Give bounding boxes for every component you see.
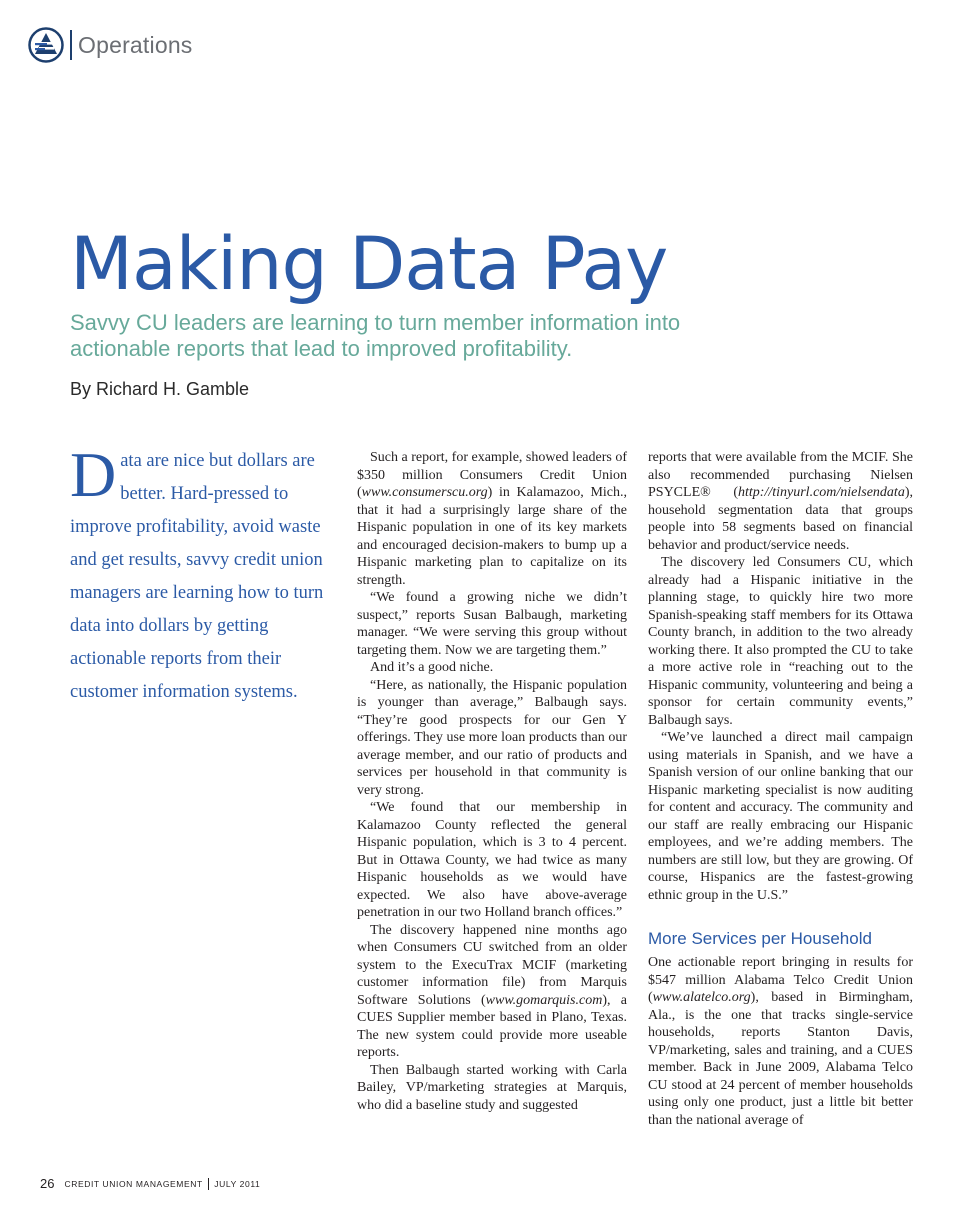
paragraph: And it’s a good niche.	[370, 660, 494, 675]
article-subtitle: Savvy CU leaders are learning to turn member information into actionable reports that lead to improved profitability.	[70, 310, 681, 361]
paragraph: Then Balbaugh started working with Carla Bailey, VP/marketing strategies at Marquis, who did a baseline study and suggested	[357, 1062, 627, 1113]
section-name: Operations	[78, 31, 193, 58]
lede-paragraph	[70, 439, 325, 709]
header-divider	[70, 30, 72, 60]
footer-divider	[208, 1178, 210, 1190]
drop-cap: D	[70, 439, 117, 510]
paragraph: “Here, as nationally, the Hispanic population is younger than average,” Balbaugh says. “They’re good prospects for our Gen Y offerings. They use more loan products than our average member, and our ratio of products and services per household in that community is very strong.	[357, 677, 627, 798]
paragraph: “We found a growing niche we didn’t suspect,” reports Susan Balbaugh, marketing manager. “We were serving this group without targeting them. Now we are targeting them.”	[357, 590, 627, 658]
section-subhead: More Services per Household	[648, 929, 872, 948]
body-column-1	[357, 449, 627, 1114]
paragraph: One actionable report bringing in results for $547 million Alabama Telco Credit Union (www.alatelco.org), based in Birmingham, Ala., is the one that tracks single-service households, reports Stanton Davis, VP/marketing, sales and training, and a CUES member. Back in June 2009, Alabama Telco CU stood at 24 percent of member households using only one product, just a little bit better than the national average of	[648, 955, 913, 1128]
inline-link[interactable]: www.gomarquis.com	[485, 992, 603, 1008]
issue-date: JULY 2011	[214, 1178, 261, 1189]
paragraph: “We’ve launched a direct mail campaign using materials in Spanish, and we have a Spanish version of our online banking that our Hispanic marketing specialist is now auditing for content and accuracy. The community and our staff are really embracing our Hispanic employees, and we’re adding members. The numbers are still low, but they are growing. Of course, Hispanics are the fastest-growing ethnic group in the U.S.”	[648, 730, 913, 903]
page-number: 26	[40, 1176, 55, 1191]
inline-link[interactable]: http://tinyurl.com/nielsendata	[738, 485, 905, 500]
paragraph: Such a report, for example, showed leaders of $350 million Consumers Credit Union (www.consumerscu.org) in Kalamazoo, Mich., that it had a surprisingly large share of the Hispanic population in one of its key markets and encouraged decision-makers to bump up a Hispanic marketing plan to capitalize on its strength.	[357, 450, 627, 588]
page-footer	[40, 1176, 260, 1191]
article-title: Making Data Pay	[70, 222, 668, 307]
body-column-2	[648, 449, 913, 1129]
inline-link[interactable]: www.consumerscu.org	[361, 485, 488, 500]
inline-link[interactable]: www.alatelco.org	[652, 990, 751, 1005]
lede-text: ata are nice but dollars are better. Hard-pressed to improve profitability, avoid waste and get results, savvy credit union managers are learning how to turn data into dollars by getting actionable reports from their customer information systems.	[70, 451, 324, 702]
paragraph: The discovery led Consumers CU, which already had a Hispanic initiative in the planning stage, to quickly hire two more Spanish-speaking staff members for its Ottawa County branch, in addition to the two already working there. It also prompted the CU to take a more active role in “reaching out to the Hispanic community, volunteering and being a sponsor for certain community events,” Balbaugh says.	[648, 555, 913, 728]
cues-logo-icon	[28, 27, 64, 63]
paragraph: reports that were available from the MCIF. She also recommended purchasing Nielsen PSYCLE® (http://tinyurl.com/nielsendata), household segmentation data that groups people into 58 segments based on financial behavior and product/service needs.	[648, 450, 913, 553]
article-byline: By Richard H. Gamble	[70, 379, 250, 399]
publication-name: CREDIT UNION MANAGEMENT	[64, 1178, 203, 1189]
page-header	[28, 27, 193, 63]
paragraph: The discovery happened nine months ago when Consumers CU switched from an older system to the ExecuTrax MCIF (marketing customer information file) from Marquis Software Solutions (www.gomarquis.com), a CUES Supplier member based in Plano, Texas. The new system could provide more useable reports.	[357, 922, 627, 1060]
paragraph: “We found that our membership in Kalamazoo County reflected the general Hispanic population, which is 3 to 4 percent. But in Ottawa County, we had twice as many Hispanic households as we would have expected. We also have above-average penetration in our two Holland branch offices.”	[357, 800, 627, 920]
